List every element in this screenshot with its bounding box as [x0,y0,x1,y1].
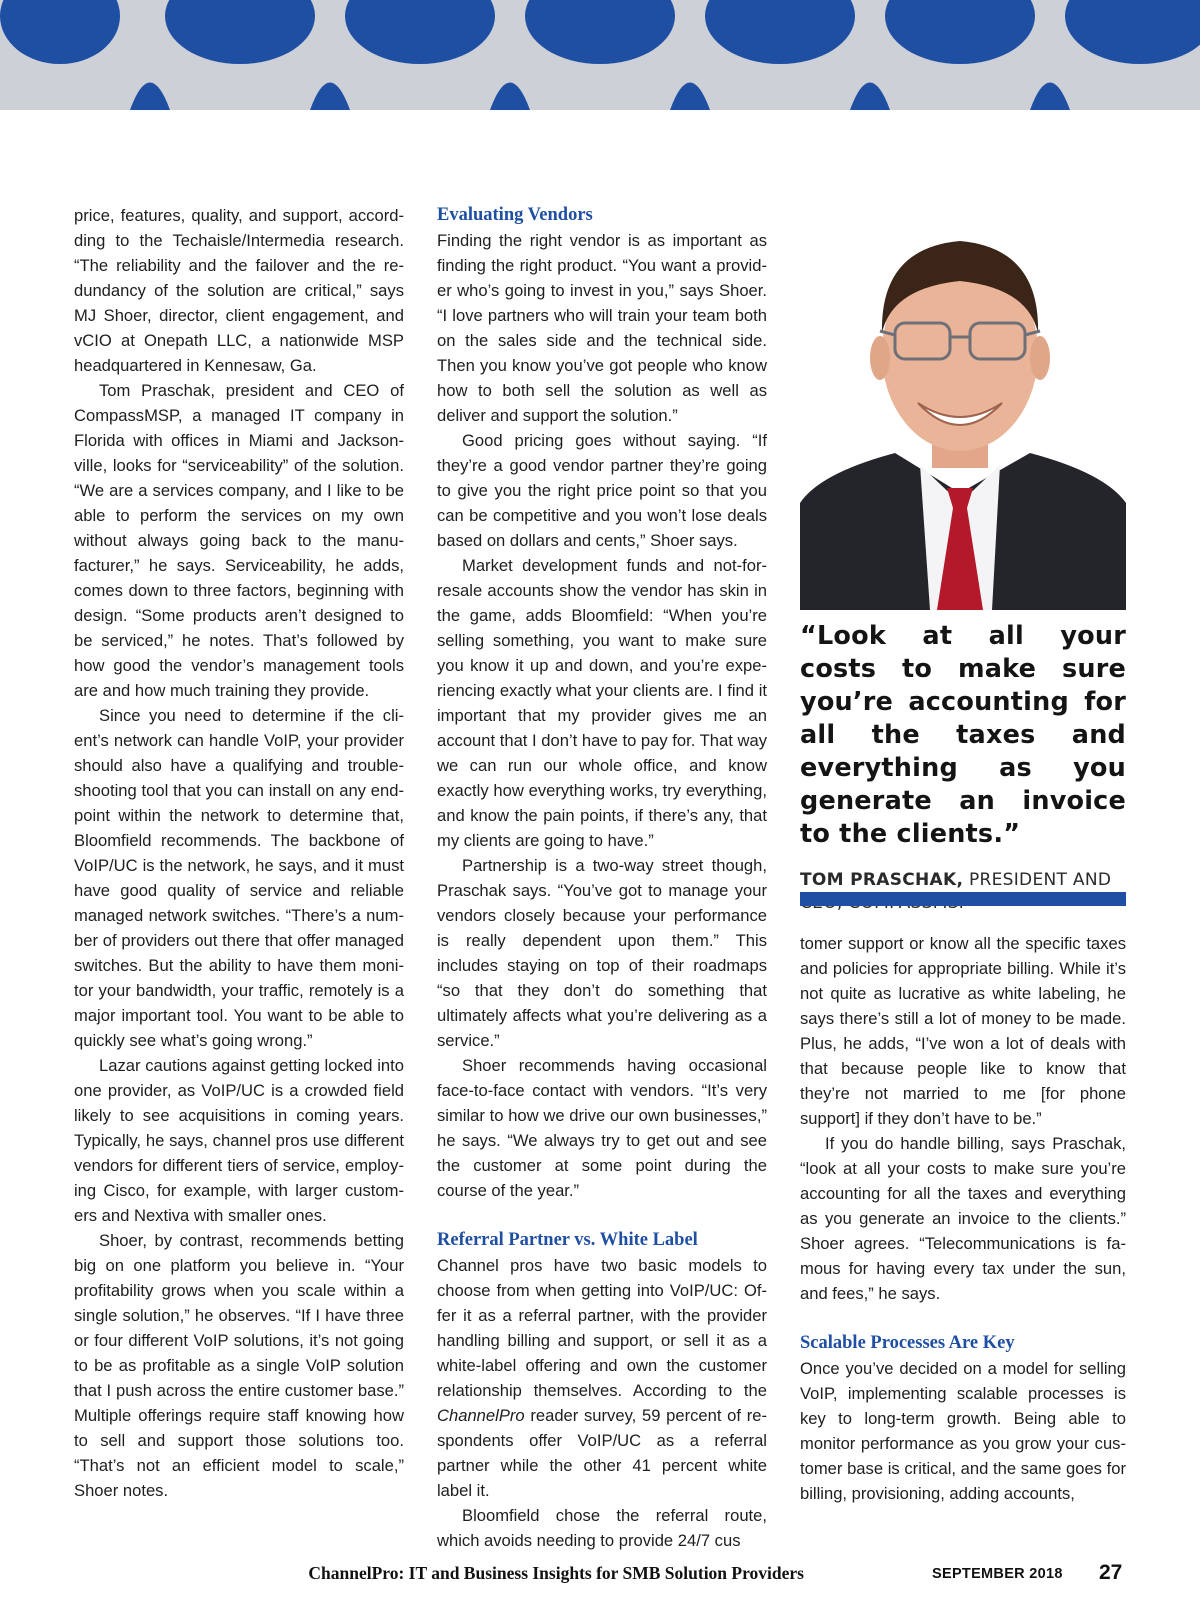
pull-quote [800,620,1126,915]
footer-publication-title: ChannelPro: IT and Business Insights for SMB Solution Providers [308,1563,804,1583]
body-paragraph: Bloomfield chose the referral route, which avoids needing to provide 24/7 cus [437,1506,767,1550]
body-paragraph: Market development funds and not-for-resale accounts show the vendor has skin in the game, adds Bloomfield: “When you’re selling something, you want to make sure you know it up and down, and you’re experiencing exactly what your clients are. I find it important that my provider gives me an account that I don’t have to pay for. That way we can run our whole office, and know exactly how everything works, try everything, and know the pain points, if there’s any, that my clients are going to have.” [437,556,767,850]
body-paragraph: Good pricing goes without saying. “If they’re a good vendor partner they’re going to give you the right price point so that you can be competitive and you won’t lose deals based on dollars and cents,” Shoer says. [437,431,767,550]
body-paragraph: Since you need to determine if the client’s network can handle VoIP, your provider should also have a qualifying and troubleshooting tool that you can install on any endpoint within the network to determine that, Bloomfield recommends. The backbone of VoIP/UC is the network, he says, and it must have good quality of service and reliable managed network switches. “There’s a number of providers out there that offer managed switches. But the ability to have them monitor your bandwidth, your traffic, remotely is a major important tool. You want to be able to quickly see what’s going wrong.” [74,706,404,1050]
body-paragraph: Finding the right vendor is as important as finding the right product. “You want a provider who’s going to invest in you,” says Shoer. “I love partners who will train your team both on the sales side and the technical side. Then you know you’ve got people who know how to both sell the solution as well as deliver and support the solution.” [437,231,767,425]
body-paragraph: Partnership is a two-way street though, Praschak says. “You’ve got to manage your vendors closely because your performance is really dependent upon them.” This includes staying on top of their roadmaps “so that they don’t do something that ultimately affects what you’re delivering as a service.” [437,856,767,1050]
body-paragraph: Channel pros have two basic models to choose from when getting into VoIP/UC: Offer it as a referral partner, with the provider handling billing and support, or sell it as a white-label offering and own the customer relationship themselves. According to the ChannelPro reader survey, 59 percent of respondents offer VoIP/UC as a referral partner while the other 41 percent white label it. [437,1256,767,1500]
decorative-banner [0,0,1200,110]
section-heading-evaluating-vendors: Evaluating Vendors [437,205,593,225]
section-heading-referral-partner: Referral Partner vs. White Label [437,1230,698,1250]
body-paragraph: Shoer, by contrast, recommends betting big on one platform you believe in. “Your profitability grows when you scale within a single solution,” he observes. “If I have three or four different VoIP solutions, it’s not going to be as profitable as a single VoIP solution that I push across the entire customer base.” Multiple offerings require staff knowing how to sell and support those solutions too. “That’s not an efficient model to scale,” Shoer notes. [74,1231,404,1500]
quote-speaker-title: PRESIDENT AND [968,870,1112,890]
page-number: 27 [1099,1561,1123,1584]
body-paragraph: price, features, quality, and support, accordding to the Techaisle/Intermedia research. “The reliability and the failover and the redundancy of the solution are critical,” says MJ Shoer, director, client engagement, and vCIO at Onepath LLC, a nationwide MSP headquartered in Kennesaw, Ga. [74,206,404,375]
pull-quote-rule [800,892,1126,906]
body-paragraph: Shoer recommends having occasional face-to-face contact with vendors. “It’s very similar to how we drive our own businesses,” he says. “We always try to get out and see the customer at some point during the course of the year.” [437,1056,767,1200]
article-column-1 [74,203,404,1503]
article-column-3 [800,931,1126,1506]
footer-issue-date: SEPTEMBER 2018 [932,1566,1063,1582]
publication-name: ChannelPro [437,1406,525,1425]
body-paragraph: Lazar cautions against getting locked into one provider, as VoIP/UC is a crowded field likely to see acquisitions in coming years. Typically, he says, channel pros use different vendors for different tiers of service, employing Cisco, for example, with larger customers and Nextiva with smaller ones. [74,1056,404,1225]
quote-speaker-name: TOM PRASCHAK, [800,870,964,890]
body-paragraph: Once you’ve decided on a model for selling VoIP, implementing scalable processes is key to long-term growth. Being able to monitor performance as you grow your customer base is critical, and the same goes for billing, provisioning, adding accounts, [800,1359,1126,1503]
section-heading-scalable-processes: Scalable Processes Are Key [800,1333,1015,1353]
page-footer [0,1563,1200,1593]
article-column-2 [437,203,767,1553]
pull-quote-text: “Look at all your costs to make sure you’re accounting for all the taxes and everything as you generate an invoice to the clients.” [800,621,1126,849]
body-paragraph: If you do handle billing, says Praschak, “look at all your costs to make sure you’re accounting for all the taxes and everything as you generate an invoice to the clients.” Shoer agrees. “Telecommunications is famous for having every tax under the sun, and fees,” he says. [800,1134,1126,1303]
body-paragraph: tomer support or know all the specific taxes and policies for appropriate billing. While it’s not quite as lucrative as white labeling, he says there’s still a lot of money to be made. Plus, he adds, “I’ve won a lot of deals with that because people like to know that they’re not married to me [for phone support] if they don’t have to be.” [800,934,1126,1128]
body-paragraph: Tom Praschak, president and CEO of CompassMSP, a managed IT company in Florida with offices in Miami and Jacksonville, looks for “serviceability” of the solution. “We are a services company, and I like to be able to perform the services on my own without always going back to the manufacturer,” he says. Serviceability, he adds, comes down to three factors, beginning with design. “Some products aren’t designed to be serviced,” he notes. That’s followed by how good the vendor’s management tools are and how much training they provide. [74,381,404,700]
portrait-photo [800,203,1126,610]
